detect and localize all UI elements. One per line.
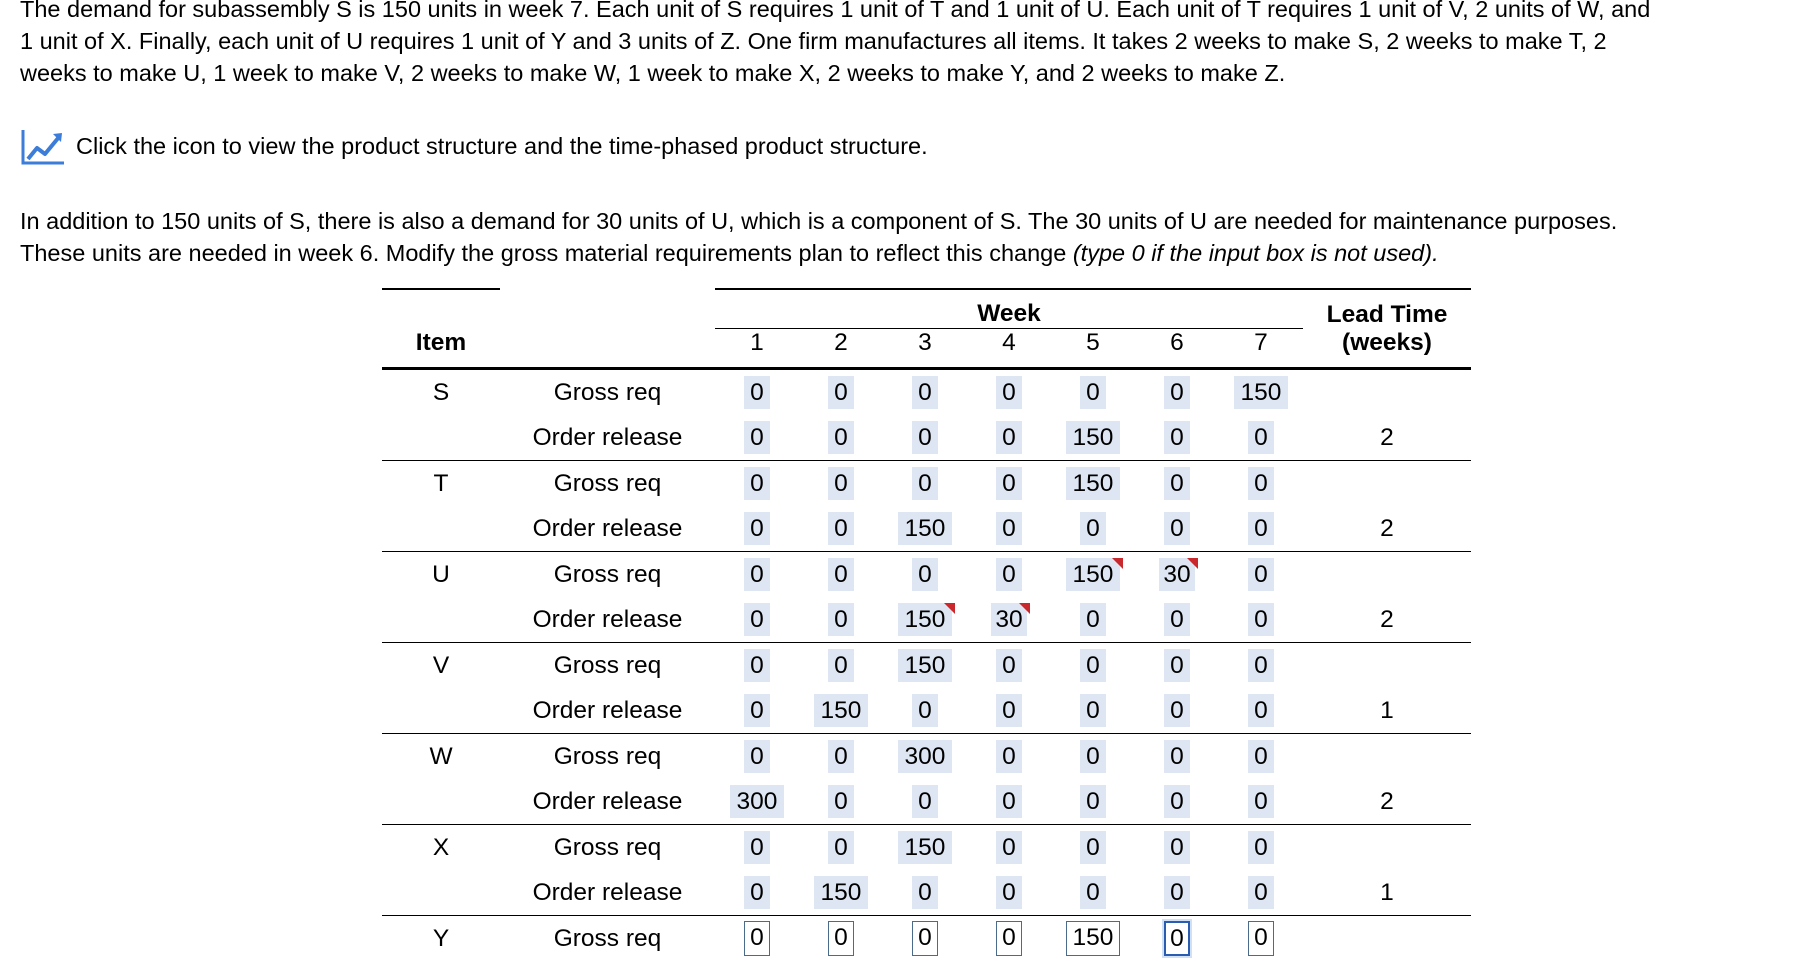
lead-time-value: 2 <box>1380 605 1394 633</box>
answer-cell[interactable]: 300 <box>898 740 952 773</box>
answer-cell[interactable]: 0 <box>912 558 938 591</box>
gross-req-label: Gross req <box>500 825 715 871</box>
lead-time-value <box>1303 552 1471 598</box>
answer-cell[interactable]: 0 <box>1164 467 1190 500</box>
mrp-row <box>382 643 1471 689</box>
lead-time-value: 1 <box>1380 696 1394 724</box>
answer-cell[interactable]: 0 <box>744 694 770 727</box>
answer-cell[interactable]: 150 <box>814 694 868 727</box>
answer-cell[interactable]: 0 <box>1248 831 1274 864</box>
gross-req-label: Gross req <box>500 916 715 962</box>
answer-input[interactable]: 0 <box>996 921 1022 956</box>
answer-cell[interactable]: 0 <box>1164 876 1190 909</box>
answer-cell[interactable]: 0 <box>1248 558 1274 591</box>
order-release-label: Order release <box>532 605 683 633</box>
mrp-body <box>382 369 1471 962</box>
chart-line-icon[interactable] <box>20 126 66 166</box>
answer-cell[interactable]: 0 <box>996 512 1022 545</box>
intro-line-1: The demand for subassembly S is 150 units in week 7. Each unit of S requires 1 unit of T and 1 unit of U. Each unit of T requires 1 unit of V, 2 units of W, and <box>20 0 1651 22</box>
answer-cell[interactable]: 0 <box>744 421 770 454</box>
item-code <box>382 688 500 734</box>
lead-time-value <box>1303 461 1471 507</box>
answer-input[interactable]: 0 <box>744 921 770 956</box>
week-number: 4 <box>967 329 1051 369</box>
answer-cell[interactable]: 0 <box>1248 740 1274 773</box>
answer-cell[interactable]: 0 <box>1164 376 1190 409</box>
answer-cell[interactable]: 0 <box>744 467 770 500</box>
answer-input[interactable]: 0 <box>912 921 938 956</box>
week-number: 1 <box>715 329 799 369</box>
mrp-row <box>382 779 1471 825</box>
item-code <box>382 597 500 643</box>
item-code <box>382 415 500 461</box>
answer-cell[interactable]: 0 <box>1248 694 1274 727</box>
gross-req-label: Gross req <box>500 461 715 507</box>
answer-cell[interactable]: 0 <box>828 740 854 773</box>
week-number: 3 <box>883 329 967 369</box>
answer-cell[interactable]: 0 <box>912 694 938 727</box>
answer-cell[interactable]: 0 <box>1248 603 1274 636</box>
answer-input[interactable]: 150 <box>1066 921 1120 956</box>
answer-cell[interactable]: 0 <box>744 603 770 636</box>
answer-cell[interactable]: 0 <box>1248 512 1274 545</box>
answer-cell[interactable]: 0 <box>1080 376 1106 409</box>
mrp-row <box>382 870 1471 916</box>
week-header: Week <box>715 289 1303 329</box>
answer-input[interactable]: 0 <box>1164 921 1190 956</box>
answer-cell[interactable]: 0 <box>744 831 770 864</box>
answer-cell[interactable]: 150 <box>1066 558 1120 591</box>
item-code: U <box>382 552 500 598</box>
answer-cell[interactable]: 0 <box>1080 831 1106 864</box>
week-number: 5 <box>1051 329 1135 369</box>
answer-cell[interactable]: 0 <box>744 512 770 545</box>
answer-cell[interactable]: 0 <box>996 376 1022 409</box>
lead-time-value: 1 <box>1380 878 1394 906</box>
answer-cell[interactable]: 0 <box>828 831 854 864</box>
answer-input[interactable]: 0 <box>1248 921 1274 956</box>
answer-input[interactable]: 0 <box>828 921 854 956</box>
lead-time-value: 2 <box>1380 423 1394 451</box>
problem-intro <box>20 0 1650 89</box>
answer-cell[interactable]: 0 <box>912 376 938 409</box>
item-code: V <box>382 643 500 689</box>
answer-cell[interactable]: 0 <box>1248 876 1274 909</box>
answer-cell[interactable]: 0 <box>1164 512 1190 545</box>
week-number: 7 <box>1219 329 1303 369</box>
answer-cell[interactable]: 0 <box>1164 831 1190 864</box>
answer-cell[interactable]: 0 <box>828 785 854 818</box>
item-code: S <box>432 378 450 406</box>
intro-line-3: weeks to make U, 1 week to make V, 2 weeks to make W, 1 week to make X, 2 weeks to make Y, and 2 weeks to make Z. <box>20 60 1286 86</box>
answer-cell[interactable]: 0 <box>996 467 1022 500</box>
mrp-row <box>382 597 1471 643</box>
answer-cell[interactable]: 0 <box>828 603 854 636</box>
answer-cell[interactable]: 0 <box>996 694 1022 727</box>
mrp-row <box>382 369 1471 416</box>
answer-cell[interactable]: 0 <box>1080 785 1106 818</box>
gross-req-label: Gross req <box>500 552 715 598</box>
question-line-1: In addition to 150 units of S, there is also a demand for 30 units of U, which is a component of S. The 30 units of U are needed for maintenance purposes. <box>20 208 1618 234</box>
order-release-label: Order release <box>532 787 683 815</box>
answer-cell[interactable]: 0 <box>912 876 938 909</box>
answer-cell[interactable]: 0 <box>744 876 770 909</box>
answer-cell[interactable]: 0 <box>1080 649 1106 682</box>
answer-cell[interactable]: 0 <box>744 649 770 682</box>
lead-time-value <box>1303 369 1471 416</box>
week-number: 2 <box>799 329 883 369</box>
mrp-row <box>382 825 1471 871</box>
mrp-row <box>382 688 1471 734</box>
mrp-row <box>382 552 1471 598</box>
answer-cell[interactable]: 0 <box>1080 694 1106 727</box>
lead-time-value: 2 <box>1380 787 1394 815</box>
item-code: Y <box>382 916 500 962</box>
answer-cell[interactable]: 0 <box>996 785 1022 818</box>
answer-cell[interactable]: 0 <box>1080 512 1106 545</box>
order-release-label: Order release <box>532 696 683 724</box>
answer-cell[interactable]: 0 <box>1164 785 1190 818</box>
product-structure-text: Click the icon to view the product structure and the time-phased product structure. <box>76 132 928 159</box>
answer-cell[interactable]: 0 <box>1164 694 1190 727</box>
gross-req-label: Gross req <box>500 643 715 689</box>
order-release-label: Order release <box>532 878 683 906</box>
item-header: Item <box>382 329 500 369</box>
answer-cell[interactable]: 0 <box>996 876 1022 909</box>
answer-cell[interactable]: 0 <box>1164 421 1190 454</box>
answer-cell[interactable]: 0 <box>828 512 854 545</box>
answer-cell[interactable]: 0 <box>1248 421 1274 454</box>
answer-cell[interactable]: 300 <box>730 785 784 818</box>
answer-cell[interactable]: 0 <box>744 558 770 591</box>
order-release-label: Order release <box>532 514 683 542</box>
answer-cell[interactable]: 0 <box>996 831 1022 864</box>
answer-cell[interactable]: 0 <box>828 558 854 591</box>
item-code <box>382 870 500 916</box>
question-note: (type 0 if the input box is not used). <box>1072 240 1439 266</box>
answer-cell[interactable]: 0 <box>1164 649 1190 682</box>
answer-cell[interactable]: 0 <box>1080 740 1106 773</box>
answer-cell[interactable]: 30 <box>991 603 1026 636</box>
lead-time-header: Lead Time <box>1303 289 1471 329</box>
answer-cell[interactable]: 150 <box>898 649 952 682</box>
answer-cell[interactable]: 0 <box>1080 603 1106 636</box>
mrp-row <box>382 734 1471 780</box>
answer-cell[interactable]: 150 <box>1066 467 1120 500</box>
answer-cell[interactable]: 0 <box>912 421 938 454</box>
item-code: W <box>382 734 500 780</box>
answer-cell[interactable]: 0 <box>1164 740 1190 773</box>
answer-cell[interactable]: 0 <box>1080 876 1106 909</box>
answer-cell[interactable]: 0 <box>912 785 938 818</box>
gross-req-label: Gross req <box>553 378 662 406</box>
answer-cell[interactable]: 150 <box>898 512 952 545</box>
week-number: 6 <box>1135 329 1219 369</box>
answer-cell[interactable]: 0 <box>1164 603 1190 636</box>
lead-time-unit: (weeks) <box>1303 329 1471 369</box>
lead-time-value <box>1303 734 1471 780</box>
item-code: X <box>382 825 500 871</box>
gross-req-label: Gross req <box>500 734 715 780</box>
answer-cell[interactable]: 150 <box>1066 421 1120 454</box>
answer-cell[interactable]: 30 <box>1159 558 1194 591</box>
answer-cell[interactable]: 0 <box>912 467 938 500</box>
order-release-label: Order release <box>532 423 683 451</box>
answer-cell[interactable]: 150 <box>814 876 868 909</box>
lead-time-value: 2 <box>1380 514 1394 542</box>
answer-cell[interactable]: 0 <box>1248 785 1274 818</box>
answer-cell[interactable]: 0 <box>744 376 770 409</box>
intro-line-2: 1 unit of X. Finally, each unit of U requires 1 unit of Y and 3 units of Z. One firm manufactures all items. It takes 2 weeks to make S, 2 weeks to make T, 2 <box>20 28 1607 54</box>
answer-cell[interactable]: 0 <box>1248 467 1274 500</box>
lead-time-value <box>1303 825 1471 871</box>
answer-cell[interactable]: 0 <box>996 649 1022 682</box>
answer-cell[interactable]: 150 <box>898 603 952 636</box>
answer-cell[interactable]: 0 <box>996 740 1022 773</box>
answer-cell[interactable]: 0 <box>1248 649 1274 682</box>
mrp-row <box>382 461 1471 507</box>
lead-time-value <box>1303 916 1471 962</box>
question-line-2: These units are needed in week 6. Modify the gross material requirements plan to reflect this change (type 0 if the input box is not used). <box>20 240 1439 266</box>
mrp-row <box>382 506 1471 552</box>
answer-cell[interactable]: 0 <box>828 467 854 500</box>
answer-cell[interactable]: 0 <box>996 558 1022 591</box>
answer-cell[interactable]: 150 <box>1234 376 1288 409</box>
answer-cell[interactable]: 0 <box>828 421 854 454</box>
mrp-table <box>382 288 1471 961</box>
answer-cell[interactable]: 150 <box>898 831 952 864</box>
product-structure-link <box>20 126 928 166</box>
lead-time-value <box>1303 643 1471 689</box>
answer-cell[interactable]: 0 <box>996 421 1022 454</box>
question-text <box>20 205 1617 269</box>
item-code <box>382 779 500 825</box>
item-code <box>382 506 500 552</box>
answer-cell[interactable]: 0 <box>744 740 770 773</box>
item-code: T <box>382 461 500 507</box>
mrp-row <box>382 916 1471 962</box>
mrp-row <box>382 415 1471 461</box>
answer-cell[interactable]: 0 <box>828 649 854 682</box>
answer-cell[interactable]: 0 <box>828 376 854 409</box>
